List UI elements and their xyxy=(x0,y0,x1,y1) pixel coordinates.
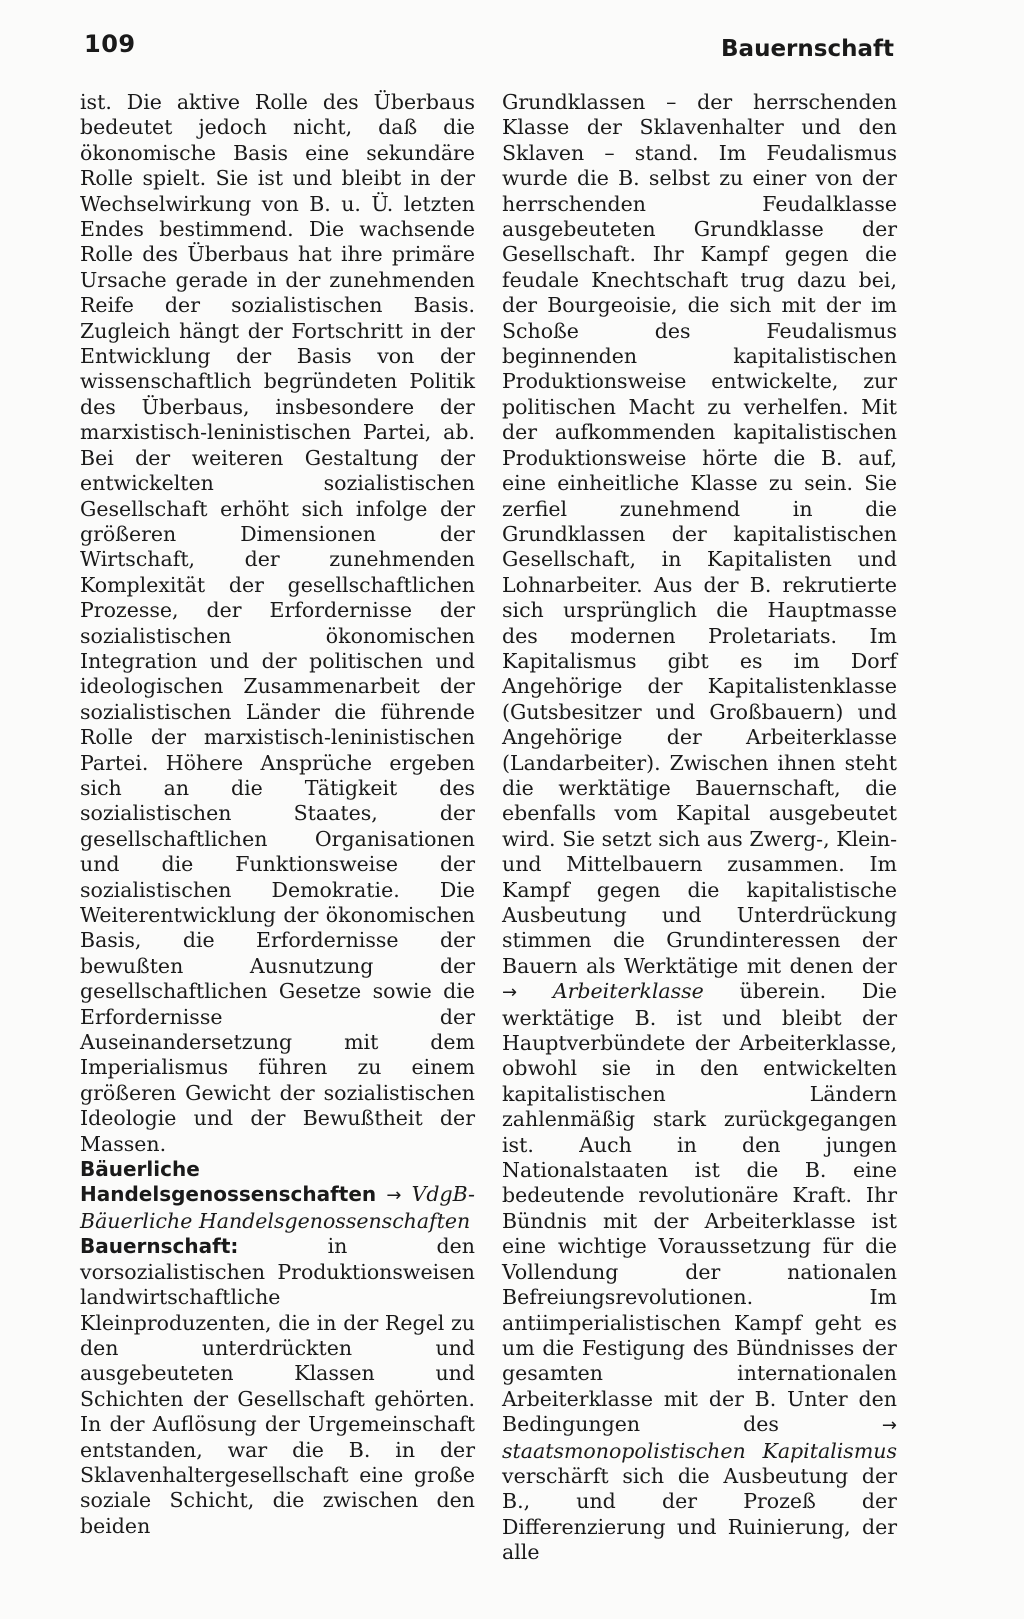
entry-text: in den vorsozialistischen Produktionsweisen landwirtschaftliche Kleinproduzenten, die in der Regel zu den unterdrückten und ausgebeuteten Klassen und Schichten der Gesellschaft gehörten. In der Auflösung der Urgemeinschaft entstanden, war die B. in der Sklavenhaltergesellschaft eine große soziale Schicht, die zwischen den beiden xyxy=(80,1234,475,1538)
entry-headword: Bauernschaft: xyxy=(80,1234,239,1259)
cross-reference-link[interactable]: Arbeiterklasse xyxy=(552,979,704,1004)
cross-reference-link[interactable]: VdgB-Bäuerliche Handelsgenossenschaften xyxy=(80,1182,475,1233)
entry-baeuerliche-handelsgenossenschaften xyxy=(80,1157,475,1234)
page-number: 109 xyxy=(84,30,136,58)
entry-text: überein. Die werktätige B. ist und bleibt der Hauptverbündete der Arbeiterklasse, obwohl sie in den entwickelten kapitalistischen Ländern zahlenmäßig stark zurückgegangen ist. Auch in den jungen Nationalstaaten ist die B. eine bedeutende revolutionäre Kraft. Ihr Bündnis mit der Arbeiterklasse ist eine wichtige Voraussetzung für die Vollendung der nationalen Befreiungsrevolutionen. Im antiimperialistischen Kampf geht es um die Festigung des Bündnisses der gesamten internationalen Arbeiterklasse mit der B. Unter den Bedingungen des xyxy=(502,979,897,1437)
entry-text: Grundklassen – der herrschenden Klasse der Sklavenhalter und den Sklaven – stand. Im Feudalismus wurde die B. selbst zu einer von der herrschenden Feudalklasse ausgebeuteten Grundklasse der Gesellschaft. Ihr Kampf gegen die feudale Knechtschaft trug dazu bei, der Bourgeoisie, die sich mit der im Schoße des Feudalismus beginnenden kapitalistischen Produktionsweise entwickelte, zur politischen Macht zu verhelfen. Mit der aufkommenden kapitalistischen Produktionsweise hörte die B. auf, eine einheitliche Klasse zu sein. Sie zerfiel zunehmend in die Grundklassen der kapitalistischen Gesellschaft, in Kapitalisten und Lohnarbeiter. Aus der B. rekrutierte sich ursprünglich die Hauptmasse des modernen Proletariats. Im Kapitalismus gibt es im Dorf Angehörige der Kapitalistenklasse (Gutsbesitzer und Großbauern) und Angehörige der Arbeiterklasse (Landarbeiter). Zwischen ihnen steht die werktätige Bauernschaft, die ebenfalls vom Kapital ausgebeutet wird. Sie setzt sich aus Zwerg-, Klein- und Mittelbauern zusammen. Im Kampf gegen die kapitalistische Ausbeutung und Unterdrückung stimmen die Grundinteressen der Bauern als Werktätige mit denen der xyxy=(502,90,897,978)
right-column xyxy=(502,90,897,1566)
cross-reference-arrow-icon: → xyxy=(502,982,518,1004)
cross-reference-link[interactable]: staatsmonopolistischen Kapitalismus xyxy=(502,1438,897,1463)
entry-headword: Bäuerliche Handelsgenossenschaften xyxy=(80,1157,377,1207)
entry-continuation xyxy=(502,90,897,1566)
running-head: Bauernschaft xyxy=(721,36,894,62)
cross-reference-arrow-icon: → xyxy=(881,1415,897,1437)
left-column xyxy=(80,90,475,1539)
continuation-paragraph: ist. Die aktive Rolle des Überbaus bedeutet jedoch nicht, daß die ökonomische Basis eine sekundäre Rolle spielt. Sie ist und bleibt in der Wechselwirkung von B. u. Ü. letzten Endes bestimmend. Die wachsende Rolle des Überbaus hat ihre primäre Ursache gerade in der zunehmenden Reife der sozialistischen Basis. Zugleich hängt der Fortschritt in der Entwicklung der Basis von der wissenschaftlich begründeten Politik des Überbaus, insbesondere der marxistisch-leninistischen Partei, ab. Bei der weiteren Gestaltung der entwickelten sozialistischen Gesellschaft erhöht sich infolge der größeren Dimensionen der Wirtschaft, der zunehmenden Komplexität der gesellschaftlichen Prozesse, der Erfordernisse der sozialistischen ökonomischen Integration und der politischen und ideologischen Zusammenarbeit der sozialistischen Länder die führende Rolle der marxistisch-leninistischen Partei. Höhere Ansprüche ergeben sich an die Tätigkeit des sozialistischen Staates, der gesellschaftlichen Organisationen und die Funktionsweise der sozialistischen Demokratie. Die Weiterentwicklung der ökonomischen Basis, die Erfordernisse der bewußten Ausnutzung der gesellschaftlichen Gesetze sowie die Erfordernisse der Auseinandersetzung mit dem Imperialismus führen zu einem größeren Gewicht der sozialistischen Ideologie und der Bewußtheit der Massen. xyxy=(80,90,475,1156)
entry-text: verschärft sich die Ausbeutung der B., und der Prozeß der Differenzierung und Ruinierung, der alle xyxy=(502,1463,897,1565)
entry-bauernschaft xyxy=(80,1234,475,1539)
cross-reference-arrow-icon: → xyxy=(386,1185,402,1207)
